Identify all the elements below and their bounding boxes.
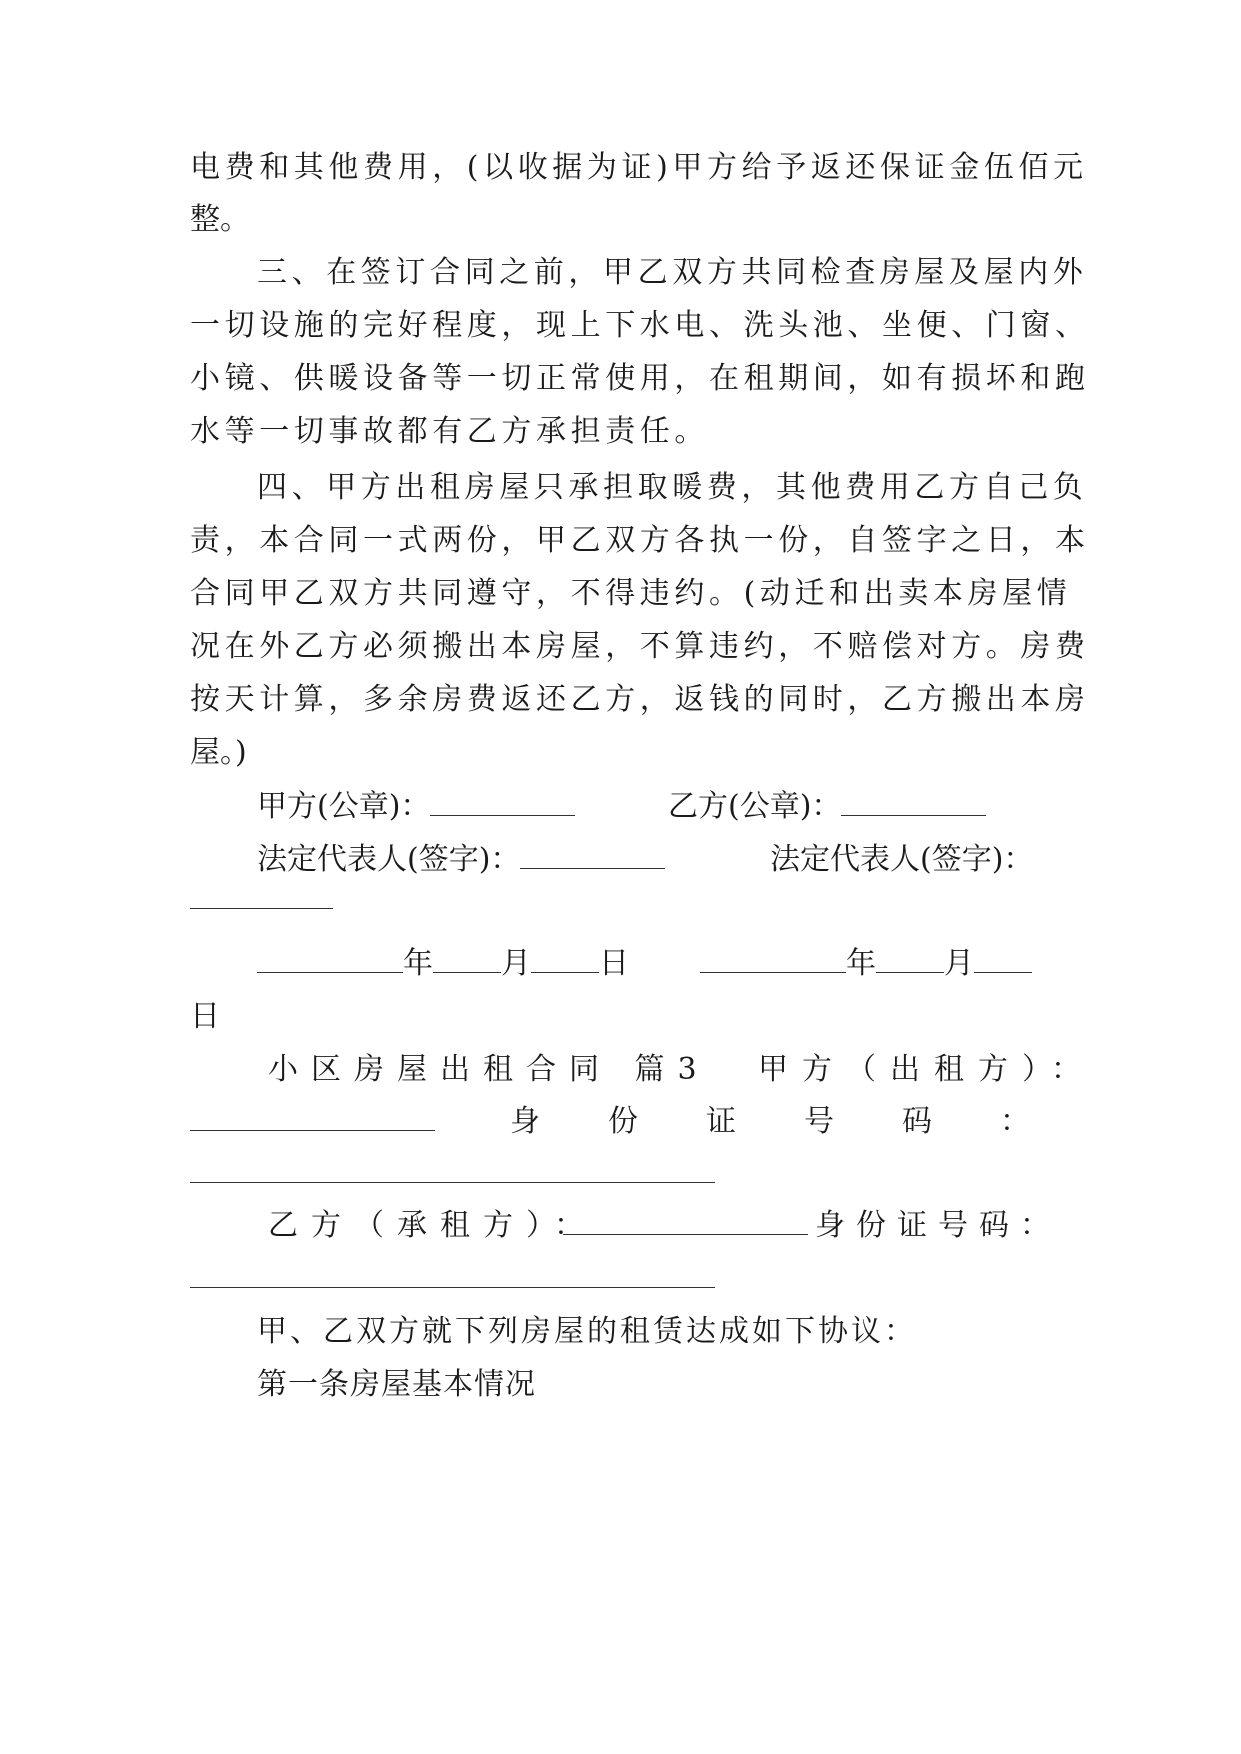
clause-four-line: 况在外乙方必须搬出本房屋，不算违约，不赔偿对方。房费 [190,629,1090,664]
signature-row-seal-b [668,787,986,827]
clause-three-line: 一切设施的完好程度，现上下水电、洗头池、坐便、门窗、 [190,308,1090,343]
rep-a-blank [520,842,665,869]
year-blank-a [257,946,403,973]
year-label-b: 年 [846,946,876,981]
clause-three-line: 三、在签订合同之前，甲乙双方共同检查房屋及屋内外 [257,255,1088,290]
article-one-heading: 第一条房屋基本情况 [257,1367,536,1402]
date-row-b [700,944,1032,984]
signature-row-seal [257,787,575,827]
party-b-id-blank [190,1287,715,1288]
month-label-a: 月 [501,946,531,981]
rep-b-blank [190,908,333,909]
month-label-b: 月 [944,946,974,981]
party-b-id-label: 身份证号码： [815,1208,1061,1243]
year-blank-b [700,946,846,973]
clause-three-line: 小镜、供暖设备等一切正常使用，在租期间，如有损坏和跑 [190,361,1090,396]
clause-four-line: 屋。) [190,735,247,770]
party-a-id-blank [190,1182,715,1183]
rep-b-label: 法定代表人(签字)： [770,842,1034,877]
year-label-a: 年 [403,946,433,981]
clause-four-line: 责，本合同一式两份，甲乙双方各执一份，自签字之日，本 [190,523,1090,558]
party-a-label: 甲方（出租方）： [758,1052,1095,1087]
clause-four-line: 按天计算，多余房费返还乙方，返钱的同时，乙方搬出本房 [190,682,1090,717]
clause-four-line: 四、甲方出租房屋只承担取暖费，其他费用乙方自己负 [257,470,1088,505]
party-b-seal-label: 乙方(公章)： [668,789,842,824]
section-title: 小区房屋出租合同 篇3 [268,1052,710,1087]
clause-four-line: 合同甲乙双方共同遵守，不得违约。(动迁和出卖本房屋情 [190,576,1072,611]
agreement-intro: 甲、乙双方就下列房屋的租赁达成如下协议： [257,1314,917,1349]
date-row [257,944,629,984]
party-b-name-blank [563,1234,808,1235]
month-blank-b [876,946,944,973]
signature-row-rep-b [770,840,1033,880]
date-day-wrap: 日 [190,999,220,1034]
rep-a-label: 法定代表人(签字)： [257,842,521,877]
day-label-a: 日 [599,946,629,981]
paragraph-line: 整。 [190,202,250,237]
party-a-seal-blank [430,789,575,816]
clause-three-line: 水等一切事故都有乙方承担责任。 [190,414,709,449]
month-blank-a [433,946,501,973]
paragraph-line: 电费和其他费用，(以收据为证)甲方给予返还保证金伍佰元 [190,150,1088,185]
party-b-label: 乙方（承租方）： [268,1208,597,1243]
party-a-seal-label: 甲方(公章)： [257,789,431,824]
party-a-id-label: 身份证号码： [510,1104,1098,1139]
signature-row-rep [257,840,665,880]
party-b-seal-blank [841,789,986,816]
party-a-name-blank [190,1130,435,1131]
day-blank-a [531,946,599,973]
day-blank-b [974,946,1032,973]
